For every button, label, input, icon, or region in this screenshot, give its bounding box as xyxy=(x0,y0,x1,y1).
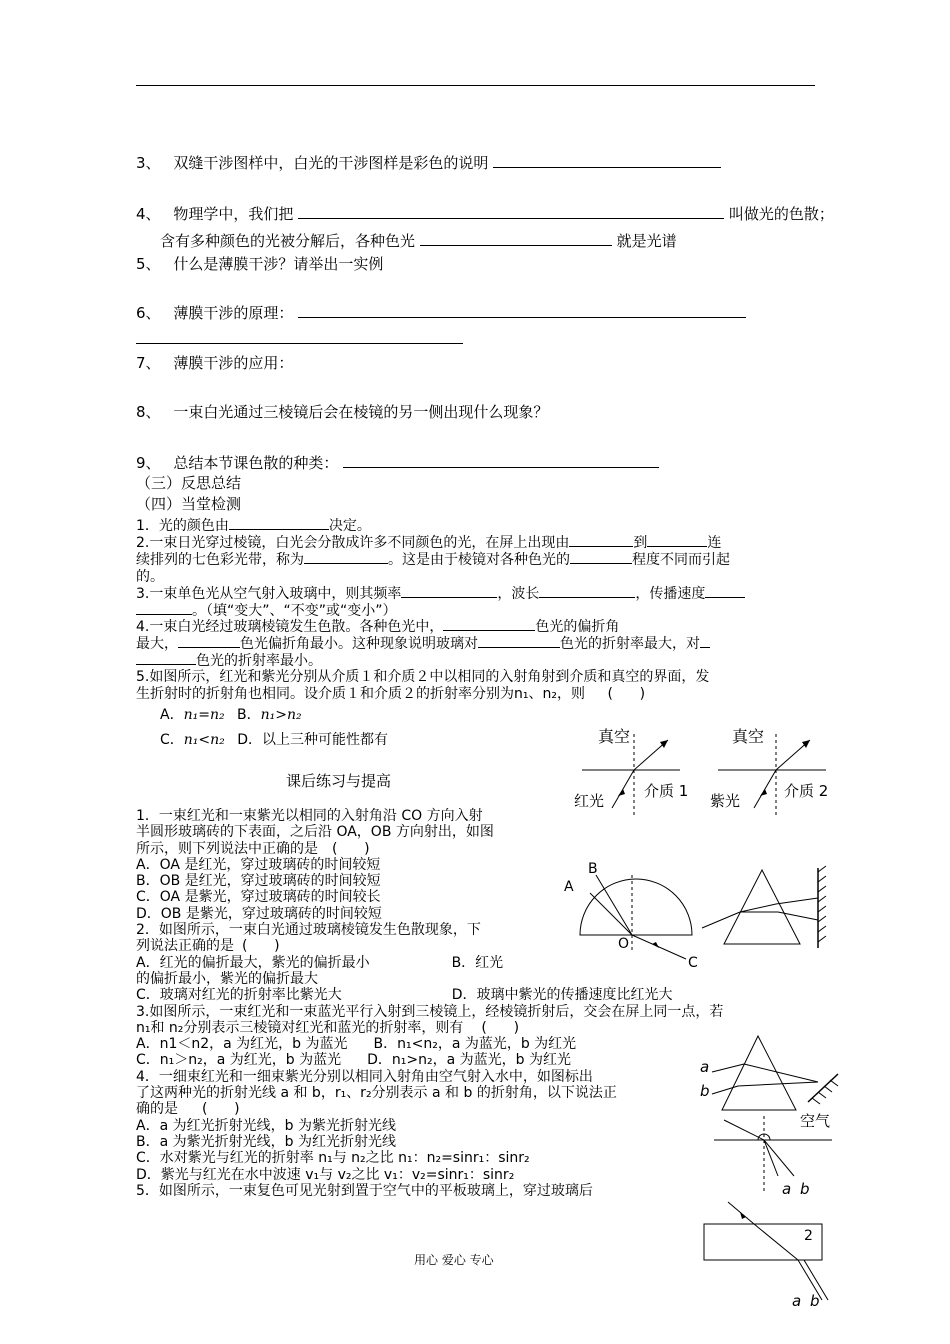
label-b: b xyxy=(800,1180,810,1198)
answer-paren: ( ) xyxy=(607,686,646,702)
answer-blank xyxy=(569,532,633,547)
label-a: A xyxy=(564,879,574,895)
answer-blank xyxy=(705,583,745,598)
label-a: a xyxy=(782,1180,792,1198)
option-d: D．n₁>n₂，a 为蓝光，b 为红光 xyxy=(367,1052,571,1069)
q-text: 。这是由于棱镜对各种色光的 xyxy=(388,552,570,568)
option-b: B．红光 xyxy=(451,954,504,971)
q-text: ，传播速度 xyxy=(635,586,706,602)
question-7 xyxy=(136,352,293,373)
label-b: B xyxy=(588,861,598,877)
option-b-label: B． xyxy=(237,707,261,723)
q-text: 连 xyxy=(707,535,722,551)
label-vacuum-2: 真空 xyxy=(732,727,765,746)
q-text: 了这两种光的折射光线 a 和 b，r₁、r₂分别表示 a 和 b 的折射角，以下说法正 xyxy=(136,1085,617,1102)
question-6 xyxy=(136,302,746,323)
answer-blank xyxy=(229,515,329,530)
ray-a-refracted xyxy=(764,1140,778,1176)
q-text: 薄膜干涉的应用： xyxy=(173,354,294,372)
ray-out-2 xyxy=(778,912,818,920)
arrow-icon xyxy=(660,740,668,748)
option-d: D．玻璃中紫光的传播速度比红光大 xyxy=(451,987,673,1004)
option-a-label: A． xyxy=(160,707,184,723)
figure-prism-ab xyxy=(698,1032,853,1112)
answer-blank xyxy=(493,153,721,168)
q-text: 决定。 xyxy=(328,518,371,534)
q-text: 2.一束日光穿过棱镜，白光会分散成许多不同颜色的光，在屏上出现由 xyxy=(136,535,570,551)
check-q5-options-ab xyxy=(160,704,302,724)
heading-after: 课后练习与提高 xyxy=(286,772,392,790)
ray-out-1 xyxy=(776,898,818,904)
q-text: ，波长 xyxy=(497,586,540,602)
ray-inside xyxy=(754,1224,798,1260)
q-text: n₁和 n₂分别表示三棱镜对红光和蓝光的折射率，则有 xyxy=(136,1019,464,1036)
arrow-icon xyxy=(760,789,767,796)
label-air: 空气 xyxy=(800,1112,831,1130)
answer-line xyxy=(136,343,463,344)
q-text: 5.如图所示，红光和紫光分别从介质１和介质２中以相同的入射角射到介质和真空的界面，发 xyxy=(136,669,710,685)
q-text: 色光的偏折角 xyxy=(535,619,620,635)
option-b: B．n₁<n₂，a 为蓝光，b 为红光 xyxy=(373,1036,577,1053)
q-text: 1．一束红光和一束紫光以相同的入射角沿 CO 方向入射 xyxy=(136,808,483,824)
label-c: C xyxy=(688,955,698,971)
option-a: n₁=n₂ xyxy=(183,707,225,723)
label-b: b xyxy=(700,1082,710,1100)
option-c: n₁<n₂ xyxy=(183,732,225,748)
question-8 xyxy=(136,401,548,422)
answer-blank xyxy=(700,633,710,648)
ray-inside-1 xyxy=(740,904,776,912)
screen-hatch xyxy=(818,866,826,942)
q-num: 5、 xyxy=(136,255,161,273)
question-9 xyxy=(136,452,659,473)
label-b: b xyxy=(810,1292,820,1310)
heading-check: （四）当堂检测 xyxy=(136,495,242,513)
answer-paren: ( ) xyxy=(242,938,280,955)
answer-blank xyxy=(298,303,746,318)
answer-paren: ( ) xyxy=(481,1019,520,1036)
q-text: 程度不同而引起 xyxy=(632,552,730,568)
q-text: 什么是薄膜干涉？请举出一实例 xyxy=(173,255,384,273)
q-text: 列说法正确的是 xyxy=(136,938,234,955)
figure-prism-dispersion xyxy=(700,862,830,952)
answer-blank xyxy=(539,583,635,598)
figure-number: 2 xyxy=(804,1228,813,1244)
answer-blank xyxy=(401,583,497,598)
option-a: A．OA 是红光，穿过玻璃砖的时间较短 xyxy=(136,856,381,873)
q-text: 色光的折射率最大，对 xyxy=(560,636,700,652)
screen-hatch xyxy=(812,1080,838,1104)
answer-paren: ( ) xyxy=(332,840,370,857)
q-text: 就是光谱 xyxy=(616,232,677,250)
q-num: 6、 xyxy=(136,304,161,322)
q-text: 色光的折射率最小。 xyxy=(196,653,322,669)
q-text: 1．光的颜色由 xyxy=(136,518,229,534)
q-text: 最大， xyxy=(136,636,178,652)
q-text: 半圆形玻璃砖的下表面，之后沿 OA，OB 方向射出，如图 xyxy=(136,824,494,841)
q-num: 7、 xyxy=(136,354,161,372)
answer-blank xyxy=(343,453,659,468)
answer-blank xyxy=(136,650,196,665)
q-text: 双缝干涉图样中，白光的干涉图样是彩色的说明 xyxy=(173,154,489,172)
option-d: D．紫光与红光在水中波速 v₁与 v₂之比 v₁：v₂=sinr₁：sinr₂ xyxy=(136,1166,515,1183)
q-text: 物理学中，我们把 xyxy=(173,205,294,223)
q-text: 3.一束单色光从空气射入玻璃中，则其频率 xyxy=(136,586,402,602)
q-text: 4.一束白光经过玻璃棱镜发生色散。各种色光中， xyxy=(136,619,444,635)
answer-blank xyxy=(298,204,724,219)
option-b-cont: 的偏折最小，紫光的偏折最大 xyxy=(136,970,318,987)
option-a: A．a 为红光折射光线，b 为紫光折射光线 xyxy=(136,1117,396,1134)
semicircle-glass xyxy=(580,879,692,935)
q-text: 所示，则下列说法中正确的是 xyxy=(136,840,318,857)
header-rule xyxy=(136,85,815,86)
q-text: 总结本节课色散的种类： xyxy=(173,454,339,472)
q-text: 4．一细束红光和一细束紫光分别以相同入射角由空气射入水中，如图标出 xyxy=(136,1068,593,1085)
q-text: 含有多种颜色的光被分解后，各种色光 xyxy=(160,232,416,250)
option-c: C．n₁＞n₂，a 为红光，b 为蓝光 xyxy=(136,1052,342,1069)
answer-paren: ( ) xyxy=(202,1101,240,1118)
option-c: C．水对紫光与红光的折射率 n₁与 n₂之比 n₁：n₂=sinr₁：sinr₂ xyxy=(136,1150,530,1167)
q-line xyxy=(136,1101,723,1117)
question-4-line2 xyxy=(160,230,677,251)
answer-blank xyxy=(420,231,612,246)
option-a: A．红光的偏折最大，紫光的偏折最小 xyxy=(136,954,370,971)
label-a: a xyxy=(700,1058,710,1076)
label-violet: 紫光 xyxy=(710,792,741,810)
answer-blank xyxy=(478,633,560,648)
figure-glass-plate xyxy=(700,1200,835,1310)
page-footer: 用心 爱心 专心 xyxy=(414,1253,494,1267)
option-b: B．a 为紫光折射光线，b 为红光折射光线 xyxy=(136,1133,396,1150)
arrow-icon xyxy=(802,740,810,748)
question-4 xyxy=(136,203,834,224)
option-d: D．以上三种可能性都有 xyxy=(237,732,389,748)
label-red: 红光 xyxy=(574,792,605,810)
ray-white xyxy=(702,912,740,928)
q-line xyxy=(136,1052,723,1068)
figure-semicircle xyxy=(560,855,710,970)
check-q5-options-cd xyxy=(160,729,388,749)
option-b: B．OB 是红光，穿过玻璃砖的时间较短 xyxy=(136,873,381,890)
check-q5-line2 xyxy=(136,683,645,703)
option-c: C．玻璃对红光的折射率比紫光大 xyxy=(136,987,342,1004)
q-text: 确的是 xyxy=(136,1101,178,1118)
option-b: n₁>n₂ xyxy=(260,707,302,723)
option-c: C．OA 是紫光，穿过玻璃砖的时间较长 xyxy=(136,889,381,906)
ray-b-refracted xyxy=(764,1140,794,1176)
prism xyxy=(722,1036,796,1110)
q-text: 。（填“变大”、“不变”或“变小”） xyxy=(192,603,397,619)
q-num: 3、 xyxy=(136,154,161,172)
label-a: a xyxy=(792,1292,802,1310)
q-num: 9、 xyxy=(136,454,161,472)
q-text: 5．如图所示，一束复色可见光射到置于空气中的平板玻璃上，穿过玻璃后 xyxy=(136,1182,593,1199)
arrow-icon xyxy=(652,942,659,948)
ray-b xyxy=(712,1086,738,1094)
q-text: 续排列的七色彩光带，称为 xyxy=(136,552,304,568)
answer-blank xyxy=(136,600,192,615)
ray-a xyxy=(712,1064,744,1072)
q-num: 8、 xyxy=(136,403,161,421)
answer-blank xyxy=(647,532,707,547)
option-a: A．n1＜n2，a 为红光，b 为蓝光 xyxy=(136,1036,348,1053)
q-line xyxy=(136,1036,723,1052)
question-3 xyxy=(136,152,721,173)
q-line xyxy=(136,987,723,1003)
q-text: 叫做光的色散； xyxy=(728,205,834,223)
answer-blank xyxy=(443,616,535,631)
label-o: O xyxy=(618,936,630,952)
q-text: 2．如图所示，一束白光通过玻璃棱镜发生色散现象，下 xyxy=(136,922,481,939)
option-d: D．OB 是紫光，穿过玻璃砖的时间较短 xyxy=(136,905,382,922)
label-medium-2: 介质 2 xyxy=(784,782,829,800)
q-line xyxy=(136,1020,723,1036)
q-text: 生折射时的折射角也相同。设介质１和介质２的折射率分别为n₁、n₂，则 xyxy=(136,686,585,702)
q-text: 到 xyxy=(633,535,648,551)
label-medium-1: 介质 1 xyxy=(644,782,689,800)
label-vacuum-1: 真空 xyxy=(598,727,631,746)
check-q2-line2 xyxy=(136,549,730,569)
heading-reflect: （三）反思总结 xyxy=(136,474,242,492)
q-text: 3.如图所示，一束红光和一束蓝光平行入射到三棱镜上，经棱镜折射后，交会在屏上同一点，若 xyxy=(136,1003,724,1020)
q-text: 一束白光通过三棱镜后会在棱镜的另一侧出现什么现象？ xyxy=(173,403,549,421)
ray-incident xyxy=(724,1120,764,1140)
ray-co xyxy=(632,935,686,959)
answer-blank xyxy=(570,549,632,564)
q-text: 的。 xyxy=(136,569,164,585)
option-c-label: C． xyxy=(160,732,184,748)
arrow-icon xyxy=(740,1212,746,1219)
question-5 xyxy=(136,253,383,274)
answer-blank xyxy=(304,549,388,564)
ray-b-out xyxy=(738,1082,818,1086)
ray-a-out xyxy=(744,1064,818,1082)
q-text: 色光偏折角最小。这种现象说明玻璃对 xyxy=(240,636,478,652)
q-num: 4、 xyxy=(136,205,161,223)
arrow-icon xyxy=(618,789,625,796)
figure-media-interface xyxy=(570,718,830,818)
figure-air-water xyxy=(712,1112,842,1202)
answer-blank xyxy=(178,633,240,648)
q-text: 薄膜干涉的原理： xyxy=(173,304,294,322)
